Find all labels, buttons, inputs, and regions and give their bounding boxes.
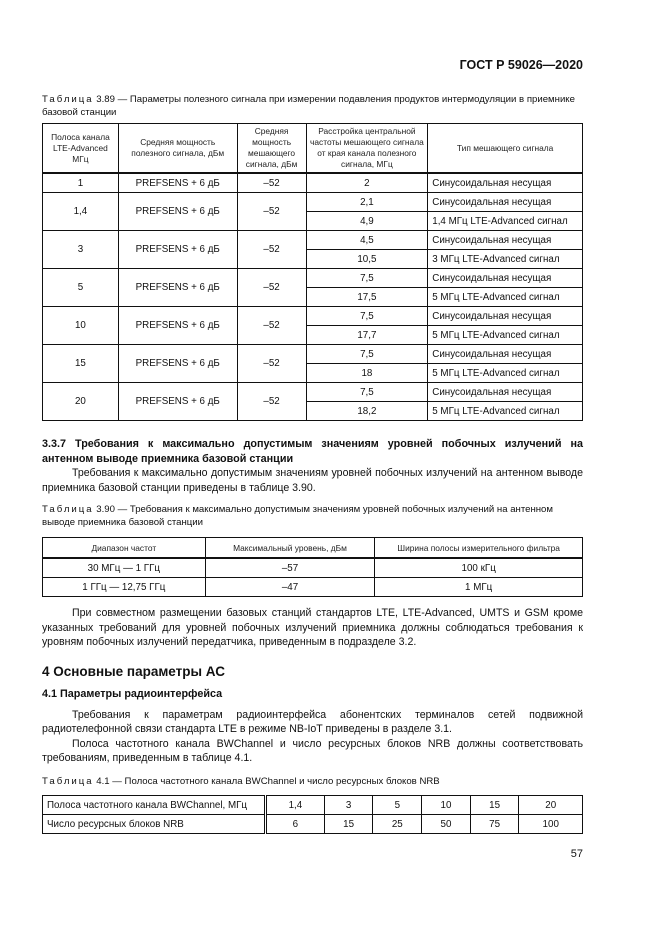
cell-offset: 2: [306, 173, 428, 193]
cell-signal-type: Синусоидальная несущая: [428, 269, 583, 288]
table-row: [43, 231, 583, 250]
section-4-1: [42, 687, 583, 766]
cell-offset: 17,5: [306, 288, 428, 307]
section-heading: 4.1 Параметры радиоинтерфейса: [42, 688, 223, 700]
table-cell: 1,4: [266, 796, 325, 815]
column-header: Расстройка центральной частоты мешающего сигнала от края канала полезного сигнала, МГц: [306, 124, 428, 174]
section-4-heading: 4 Основные параметры АС: [42, 664, 225, 679]
column-header: Средняя мощность полезного сигнала, дБм: [118, 124, 237, 174]
cell-offset: 10,5: [306, 250, 428, 269]
row-label: Число ресурсных блоков NRB: [43, 815, 266, 834]
cell-power: PREFSENS + 6 дБ: [118, 173, 237, 193]
table-4-1: [42, 795, 583, 834]
table-cell: 15: [324, 815, 373, 834]
cell-signal-type: Синусоидальная несущая: [428, 307, 583, 326]
row-label: Полоса частотного канала BWChannel, МГц: [43, 796, 266, 815]
cell-bw: 15: [43, 345, 119, 383]
table-3-89-caption: Таблица 3.89 — Параметры полезного сигнала при измерении подавления продуктов интермодуляции в приемнике базовой станции: [42, 94, 575, 118]
cell-signal-type: Синусоидальная несущая: [428, 173, 583, 193]
cell-signal-type: 5 МГц LTE-Advanced сигнал: [428, 326, 583, 345]
table-row: [43, 193, 583, 212]
column-header: Максимальный уровень, дБм: [205, 538, 375, 559]
cell-offset: 7,5: [306, 345, 428, 364]
table-row: [43, 796, 583, 815]
section-heading: 3.3.7 Требования к максимально допустимым значениям уровней побочных излучений на антенном выводе приемника базовой станции: [42, 438, 583, 465]
cell-signal-type: Синусоидальная несущая: [428, 345, 583, 364]
cell-power: PREFSENS + 6 дБ: [118, 231, 237, 269]
cell-signal-type: Синусоидальная несущая: [428, 193, 583, 212]
cell-power: PREFSENS + 6 дБ: [118, 193, 237, 231]
cell-bw: 5: [43, 269, 119, 307]
table-row: [43, 558, 583, 578]
page-number: 57: [570, 848, 583, 860]
cell-power: PREFSENS + 6 дБ: [118, 383, 237, 421]
cell-signal-type: 5 МГц LTE-Advanced сигнал: [428, 402, 583, 421]
table-cell: 3: [324, 796, 373, 815]
table-row: [43, 269, 583, 288]
cell-interf: –52: [237, 269, 306, 307]
cell-interf: –52: [237, 231, 306, 269]
table-4-1-caption: Таблица 4.1 — Полоса частотного канала BWChannel и число ресурсных блоков NRB: [42, 776, 440, 787]
cell-bw: 1,4: [43, 193, 119, 231]
table-cell: 20: [519, 796, 583, 815]
table-cell: 6: [266, 815, 325, 834]
table-cell: –47: [205, 578, 375, 597]
table-cell: 15: [470, 796, 519, 815]
cell-offset: 18: [306, 364, 428, 383]
table-row: [43, 307, 583, 326]
cell-interf: –52: [237, 383, 306, 421]
column-header: Диапазон частот: [43, 538, 206, 559]
column-header: Тип мешающего сигнала: [428, 124, 583, 174]
table-cell: 75: [470, 815, 519, 834]
cell-signal-type: 3 МГц LTE-Advanced сигнал: [428, 250, 583, 269]
cell-bw: 3: [43, 231, 119, 269]
table-cell: 100: [519, 815, 583, 834]
table-row: [43, 578, 583, 597]
cell-bw: 1: [43, 173, 119, 193]
column-header: Средняя мощность мешающего сигнала, дБм: [237, 124, 306, 174]
cell-signal-type: 1,4 МГц LTE-Advanced сигнал: [428, 212, 583, 231]
cell-interf: –52: [237, 345, 306, 383]
table-cell: 10: [422, 796, 471, 815]
table-row: [43, 173, 583, 193]
section-3-3-7: [42, 437, 583, 495]
cell-power: PREFSENS + 6 дБ: [118, 345, 237, 383]
table-3-90: [42, 537, 583, 597]
cell-interf: –52: [237, 307, 306, 345]
column-header: Полоса канала LTE-Advanced МГц: [43, 124, 119, 174]
cell-offset: 7,5: [306, 269, 428, 288]
table-cell: –57: [205, 558, 375, 578]
table-row: [43, 383, 583, 402]
cell-offset: 17,7: [306, 326, 428, 345]
table-row: [43, 815, 583, 834]
cell-signal-type: Синусоидальная несущая: [428, 231, 583, 250]
paragraph: Требования к максимально допустимым значениям уровней побочных излучений на антенном выводе приемника базовой станции приведены в таблице 3.90.: [42, 467, 583, 494]
cell-interf: –52: [237, 193, 306, 231]
cell-interf: –52: [237, 173, 306, 193]
cell-signal-type: 5 МГц LTE-Advanced сигнал: [428, 364, 583, 383]
table-cell: 1 МГц: [375, 578, 583, 597]
table-cell: 30 МГц — 1 ГГц: [43, 558, 206, 578]
cell-offset: 2,1: [306, 193, 428, 212]
table-cell: 5: [373, 796, 422, 815]
paragraph: Полоса частотного канала BWChannel и число ресурсных блоков NRB должны соответствовать требованиям, приведенным в таблице 4.1.: [42, 737, 583, 764]
table-cell: 1 ГГц — 12,75 ГГц: [43, 578, 206, 597]
paragraph: Требования к параметрам радиоинтерфейса абонентских терминалов сетей подвижной радиотелефонной связи стандарта LTE в режиме NB-IoT приведены в разделе 3.1.: [42, 708, 583, 735]
table-cell: 25: [373, 815, 422, 834]
table-cell: 100 кГц: [375, 558, 583, 578]
cell-offset: 7,5: [306, 383, 428, 402]
cell-offset: 4,5: [306, 231, 428, 250]
table-3-89: [42, 123, 583, 421]
table-row: [43, 345, 583, 364]
cell-bw: 20: [43, 383, 119, 421]
standard-header: ГОСТ Р 59026—2020: [459, 58, 583, 72]
cell-power: PREFSENS + 6 дБ: [118, 307, 237, 345]
cell-offset: 18,2: [306, 402, 428, 421]
table-3-90-caption: Таблица 3.90 — Требования к максимально допустимым значениям уровней побочных излучений на антенном выводе приемника базовой станции: [42, 504, 553, 528]
cell-offset: 4,9: [306, 212, 428, 231]
paragraph-colocation: При совместном размещении базовых станций стандартов LTE, LTE-Advanced, UMTS и GSM кроме указанных требований для уровней побочных излучений приемника должны соблюдаться требования к уровням побочных излучений передатчика, приведенным в подразделе 3.2.: [42, 607, 583, 648]
cell-bw: 10: [43, 307, 119, 345]
cell-power: PREFSENS + 6 дБ: [118, 269, 237, 307]
column-header: Ширина полосы измерительного фильтра: [375, 538, 583, 559]
cell-offset: 7,5: [306, 307, 428, 326]
table-cell: 50: [422, 815, 471, 834]
cell-signal-type: Синусоидальная несущая: [428, 383, 583, 402]
cell-signal-type: 5 МГц LTE-Advanced сигнал: [428, 288, 583, 307]
